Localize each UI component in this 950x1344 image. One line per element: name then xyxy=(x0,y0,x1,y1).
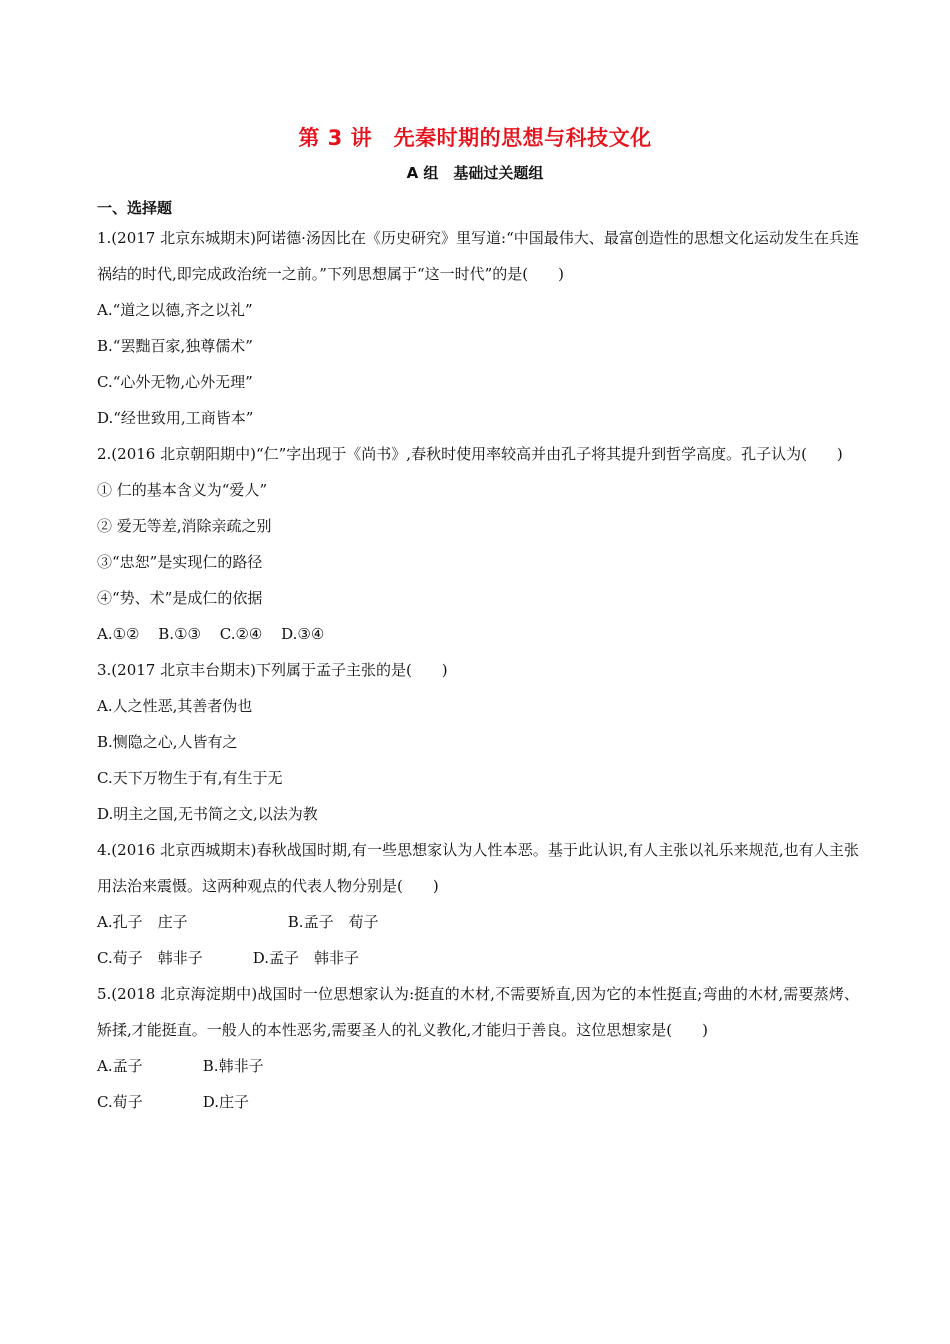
options-row-1 xyxy=(97,1048,859,1084)
question-4 xyxy=(97,832,859,976)
statement-2: ② 爱无等差,消除亲疏之别 xyxy=(97,517,272,535)
option-c: C.天下万物生于有,有生于无 xyxy=(97,769,283,787)
question-3 xyxy=(97,652,859,832)
option-a: A.人之性恶,其善者伪也 xyxy=(97,697,253,715)
option-b: B.韩非子 xyxy=(202,1057,264,1075)
group-subtitle: A 组 基础过关题组 xyxy=(406,164,544,182)
question-5 xyxy=(97,976,859,1120)
section-heading: 一、选择题 xyxy=(97,199,173,217)
question-stem: 3.(2017 北京丰台期末)下列属于孟子主张的是( ) xyxy=(97,661,448,679)
document-body xyxy=(97,196,859,1120)
option-c: C.②④ xyxy=(219,625,263,643)
option-d: D.孟子 韩非子 xyxy=(252,949,360,967)
option-a: A.孟子 xyxy=(97,1057,143,1075)
option-c: C.荀子 韩非子 xyxy=(97,949,203,967)
option-a: A.“道之以德,齐之以礼” xyxy=(97,301,253,319)
question-2 xyxy=(97,436,859,652)
page-title: 第 3 讲 先秦时期的思想与科技文化 xyxy=(298,126,652,150)
option-d: D.③④ xyxy=(281,625,325,643)
question-stem: 4.(2016 北京西城期末)春秋战国时期,有一些思想家认为人性本恶。基于此认识,有人主张以礼乐来规范,也有人主张用法治来震慑。这两种观点的代表人物分别是( ) xyxy=(97,841,859,895)
option-d: D.明主之国,无书简之文,以法为教 xyxy=(97,805,318,823)
options-row-2 xyxy=(97,940,859,976)
option-c: C.“心外无物,心外无理” xyxy=(97,373,253,391)
option-b: B.恻隐之心,人皆有之 xyxy=(97,733,238,751)
option-b: B.孟子 荀子 xyxy=(287,913,379,931)
option-a: A.①② xyxy=(97,625,140,643)
option-d: D.“经世致用,工商皆本” xyxy=(97,409,254,427)
option-c: C.荀子 xyxy=(97,1093,143,1111)
options-row xyxy=(97,616,859,652)
question-stem: 1.(2017 北京东城期末)阿诺德·汤因比在《历史研究》里写道:“中国最伟大、最富创造性的思想文化运动发生在兵连祸结的时代,即完成政治统一之前。”下列思想属于“这一时代”的是( ) xyxy=(97,229,859,283)
options-row-2 xyxy=(97,1084,859,1120)
option-b: B.①③ xyxy=(158,625,201,643)
question-1 xyxy=(97,220,859,436)
question-stem: 5.(2018 北京海淀期中)战国时一位思想家认为:挺直的木材,不需要矫直,因为它的本性挺直;弯曲的木材,需要蒸烤、矫揉,才能挺直。一般人的本性恶劣,需要圣人的礼义教化,才能归于善良。这位思想家是( ) xyxy=(97,985,859,1039)
statement-3: ③“忠恕”是实现仁的路径 xyxy=(97,553,263,571)
statement-4: ④“势、术”是成仁的依据 xyxy=(97,589,263,607)
statement-1: ① 仁的基本含义为“爱人” xyxy=(97,481,268,499)
options-row-1 xyxy=(97,904,859,940)
question-stem: 2.(2016 北京朝阳期中)“仁”字出现于《尚书》,春秋时使用率较高并由孔子将其提升到哲学高度。孔子认为( ) xyxy=(97,445,843,463)
option-b: B.“罢黜百家,独尊儒术” xyxy=(97,337,253,355)
option-a: A.孔子 庄子 xyxy=(97,913,188,931)
option-d: D.庄子 xyxy=(202,1093,250,1111)
